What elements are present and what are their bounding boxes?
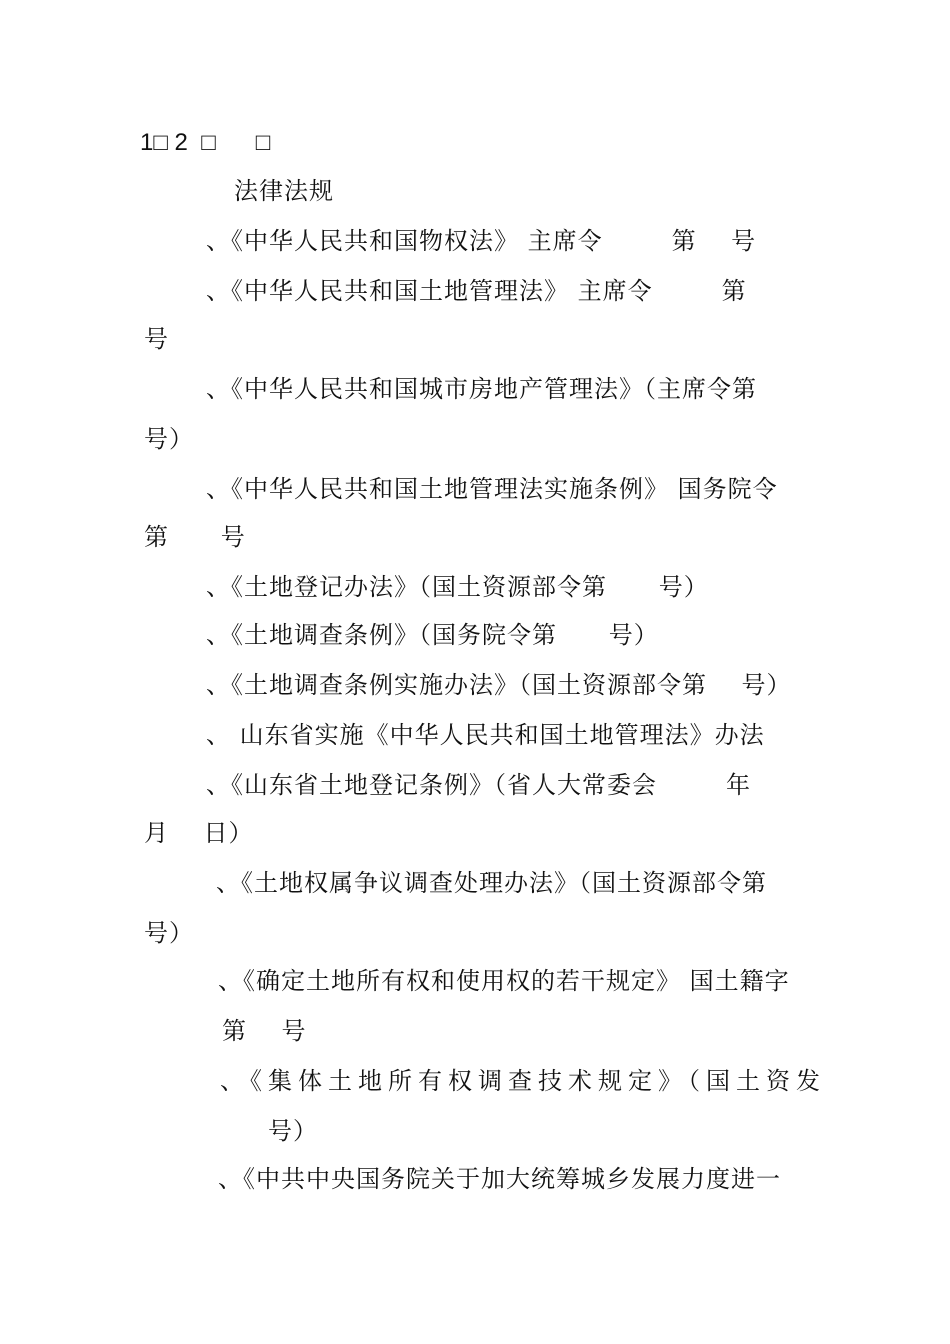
list-item: 、《中华人民共和国城市房地产管理法》（主席令第: [206, 375, 757, 403]
list-item-continuation: 号）: [268, 1117, 318, 1145]
list-item: 、《中共中央国务院关于加大统筹城乡发展力度进一: [218, 1165, 781, 1193]
list-item: 、《中华人民共和国土地管理法实施条例》 国务院令: [206, 475, 778, 503]
list-item: 、《土地登记办法》（国土资源部令第 号）: [206, 573, 709, 601]
section-title: 法律法规: [234, 177, 334, 205]
list-item-continuation: 号）: [144, 425, 194, 453]
list-item: 、《山东省土地登记条例》（省人大常委会 年: [206, 771, 752, 799]
list-item: 、《土地权属争议调查处理办法》（国土资源部令第: [216, 869, 767, 897]
list-item: 、《土地调查条例》（国务院令第 号）: [206, 621, 659, 649]
list-item: 、《中华人民共和国土地管理法》 主席令 第: [206, 277, 747, 305]
list-item: 、《土地调查条例实施办法》（国土资源部令第 号）: [206, 671, 792, 699]
list-item: 、《中华人民共和国物权法》 主席令 第 号: [206, 227, 757, 255]
list-item-continuation: 号: [144, 325, 169, 353]
list-item-continuation: 第 号: [144, 523, 246, 551]
list-item: 、 山东省实施《中华人民共和国土地管理法》办法: [206, 721, 765, 749]
list-item-continuation: 第 号: [222, 1017, 307, 1045]
list-item: 、《确定土地所有权和使用权的若干规定》 国土籍字: [218, 967, 790, 995]
list-item: 、《集体土地所有权调查技术规定》（国土资发: [220, 1067, 826, 1095]
list-item-continuation: 月 日）: [144, 819, 254, 847]
list-item-continuation: 号）: [144, 919, 194, 947]
section-number: 1□ 2 □ □: [140, 129, 271, 156]
